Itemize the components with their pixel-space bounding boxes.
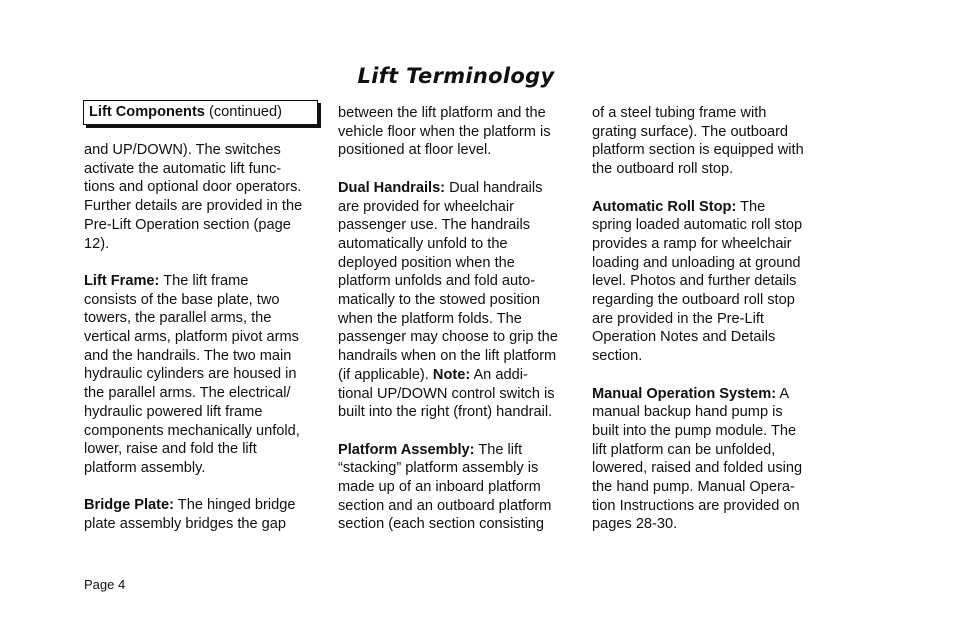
- manual-operation-line: pages 28-30.: [592, 516, 678, 533]
- col1-intro-line: activate the automatic lift func-: [84, 160, 282, 177]
- bridge-plate-heading: Bridge Plate:: [84, 497, 175, 514]
- section-box: [83, 100, 318, 125]
- manual-operation-line: tion Instructions are provided on: [592, 497, 800, 514]
- dual-handrails-line: deployed position when the: [338, 254, 515, 271]
- page-title: Lift Terminology: [357, 64, 555, 88]
- col1-intro-line: Pre-Lift Operation section (page: [84, 216, 291, 233]
- col2-intro-line: vehicle floor when the platform is: [338, 123, 551, 140]
- platform-assembly-line: “stacking” platform assembly is: [338, 460, 539, 477]
- dual-handrails-note-line: [338, 366, 558, 385]
- lift-frame-line: hydraulic cylinders are housed in: [84, 366, 297, 383]
- col1-intro-line: Further details are provided in the: [84, 198, 303, 215]
- dual-handrails-line: passenger use. The handrails: [338, 217, 531, 234]
- dual-handrails-line: automatically unfold to the: [338, 235, 508, 252]
- roll-stop-heading: Automatic Roll Stop:: [592, 198, 737, 215]
- roll-stop-line: section.: [592, 348, 643, 365]
- dual-handrails-line: handrails when on the lift platform: [338, 348, 557, 365]
- column-1: [84, 141, 302, 534]
- column-2: [338, 104, 558, 534]
- manual-operation-lead: [592, 385, 804, 404]
- manual-operation-line: lowered, raised and folded using: [592, 460, 803, 477]
- bridge-plate-line: plate assembly bridges the gap: [84, 516, 287, 533]
- lift-frame-line: components mechanically unfold,: [84, 422, 300, 439]
- roll-stop-line: loading and unloading at ground: [592, 254, 801, 271]
- lift-frame-heading: Lift Frame:: [84, 272, 160, 289]
- col3-intro-line: the outboard roll stop.: [592, 161, 734, 178]
- manual-operation-line: lift platform can be unfolded,: [592, 441, 776, 458]
- section-box-heading: Lift Components: [89, 104, 205, 120]
- dual-handrails-heading: Dual Handrails:: [338, 179, 446, 196]
- column-3: [592, 104, 804, 534]
- roll-stop-first: The: [736, 198, 766, 215]
- col1-intro-line: 12).: [84, 235, 110, 252]
- lift-frame-line: hydraulic powered lift frame: [84, 403, 263, 420]
- dual-handrails-line: platform unfolds and fold auto-: [338, 273, 536, 290]
- dual-handrails-line: matically to the stowed position: [338, 292, 540, 309]
- bridge-plate-first: The hinged bridge: [174, 497, 296, 514]
- note-pre: (if applicable).: [338, 366, 433, 383]
- note-post: An addi-: [470, 366, 528, 383]
- lift-frame-lead: [84, 272, 302, 291]
- col2-intro-line: between the lift platform and the: [338, 105, 546, 121]
- roll-stop-line: provides a ramp for wheelchair: [592, 235, 792, 252]
- platform-assembly-line: section and an outboard platform: [338, 497, 552, 514]
- platform-assembly-line: made up of an inboard platform: [338, 479, 541, 496]
- lift-frame-line: vertical arms, platform pivot arms: [84, 329, 299, 346]
- manual-operation-line: manual backup hand pump is: [592, 404, 783, 421]
- lift-frame-line: lower, raise and fold the lift: [84, 441, 257, 458]
- dual-handrails-line: tional UP/DOWN control switch is: [338, 385, 555, 402]
- section-box-suffix: (continued): [204, 104, 283, 120]
- platform-assembly-line: section (each section consisting: [338, 516, 545, 533]
- dual-handrails-line: when the platform folds. The: [338, 310, 522, 327]
- roll-stop-line: Operation Notes and Details: [592, 329, 776, 346]
- col1-intro-line: tions and optional door operators.: [84, 179, 302, 196]
- note-label: Note:: [432, 366, 471, 383]
- lift-frame-line: platform assembly.: [84, 459, 206, 476]
- lift-frame-line: consists of the base plate, two: [84, 291, 280, 308]
- bridge-plate-lead: [84, 496, 302, 515]
- dual-handrails-line: are provided for wheelchair: [338, 198, 515, 215]
- lift-frame-line: and the handrails. The two main: [84, 347, 292, 364]
- lift-frame-line: towers, the parallel arms, the: [84, 310, 272, 327]
- roll-stop-line: level. Photos and further details: [592, 273, 797, 290]
- col3-intro-line: of a steel tubing frame with: [592, 105, 767, 121]
- col3-intro-line: platform section is equipped with: [592, 142, 804, 159]
- roll-stop-lead: [592, 198, 804, 217]
- manual-operation-line: built into the pump module. The: [592, 422, 797, 439]
- page-number: Page 4: [84, 577, 126, 592]
- manual-operation-line: the hand pump. Manual Opera-: [592, 479, 795, 496]
- roll-stop-line: regarding the outboard roll stop: [592, 292, 795, 309]
- platform-assembly-heading: Platform Assembly:: [338, 441, 475, 458]
- col3-intro-line: grating surface). The outboard: [592, 123, 789, 140]
- dual-handrails-lead: [338, 179, 558, 198]
- manual-operation-heading: Manual Operation System:: [592, 385, 777, 402]
- dual-handrails-first: Dual handrails: [445, 179, 543, 196]
- col2-intro-line: positioned at floor level.: [338, 142, 492, 159]
- platform-assembly-lead: [338, 441, 558, 460]
- roll-stop-line: are provided in the Pre-Lift: [592, 310, 764, 327]
- dual-handrails-line: passenger may choose to grip the: [338, 329, 558, 346]
- manual-operation-first: A: [776, 385, 790, 402]
- lift-frame-line: the parallel arms. The electrical/: [84, 385, 291, 402]
- dual-handrails-line: built into the right (front) handrail.: [338, 404, 553, 421]
- platform-assembly-first: The lift: [474, 441, 523, 458]
- roll-stop-line: spring loaded automatic roll stop: [592, 217, 803, 234]
- col1-intro-line: and UP/DOWN). The switches: [84, 142, 281, 158]
- lift-frame-first: The lift frame: [159, 272, 249, 289]
